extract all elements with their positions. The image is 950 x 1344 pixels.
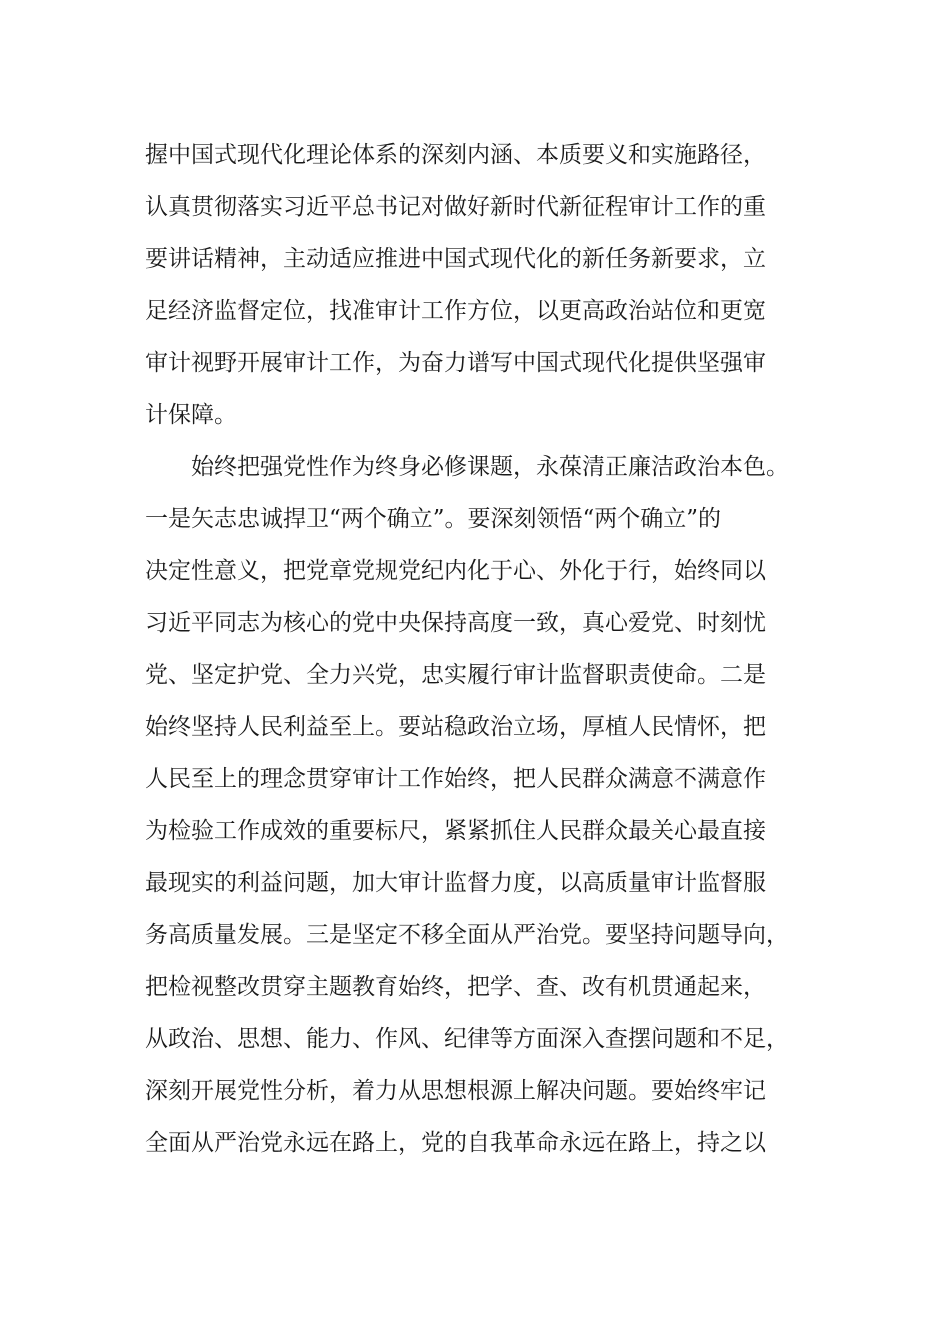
text-line: 计保障。 [145,402,237,428]
text-line: 握中国式现代化理论体系的深刻内涵、本质要义和实施路径， [145,142,766,168]
text-line: 要讲话精神，主动适应推进中国式现代化的新任务新要求，立 [145,246,766,272]
text-line: 把检视整改贯穿主题教育始终，把学、查、改有机贯通起来， [145,974,766,1000]
text-line: 党、坚定护党、全力兴党，忠实履行审计监督职责使命。二是 [145,662,766,688]
text-line: 决定性意义，把党章党规党纪内化于心、外化于行，始终同以 [145,558,766,584]
text-line: 始终把强党性作为终身必修课题，永葆清正廉洁政治本色。 [145,454,789,480]
text-line: 人民至上的理念贯穿审计工作始终，把人民群众满意不满意作 [145,766,766,792]
text-line: 全面从严治党永远在路上，党的自我革命永远在路上，持之以 [145,1130,766,1156]
text-line: 务高质量发展。三是坚定不移全面从严治党。要坚持问题导向， [145,922,789,948]
text-line: 一是矢志忠诚捍卫“两个确立”。要深刻领悟“两个确立”的 [145,506,722,532]
paragraph-1 [145,129,805,441]
text-line: 认真贯彻落实习近平总书记对做好新时代新征程审计工作的重 [145,194,766,220]
text-line: 始终坚持人民利益至上。要站稳政治立场，厚植人民情怀，把 [145,714,766,740]
text-line: 足经济监督定位，找准审计工作方位，以更高政治站位和更宽 [145,298,766,324]
text-line: 习近平同志为核心的党中央保持高度一致，真心爱党、时刻忧 [145,610,766,636]
text-line: 深刻开展党性分析，着力从思想根源上解决问题。要始终牢记 [145,1078,766,1104]
text-line: 为检验工作成效的重要标尺，紧紧抓住人民群众最关心最直接 [145,818,766,844]
text-line: 审计视野开展审计工作，为奋力谱写中国式现代化提供坚强审 [145,350,766,376]
text-line: 从政治、思想、能力、作风、纪律等方面深入查摆问题和不足， [145,1026,789,1052]
paragraph-2 [145,441,805,1169]
text-line: 最现实的利益问题，加大审计监督力度，以高质量审计监督服 [145,870,766,896]
